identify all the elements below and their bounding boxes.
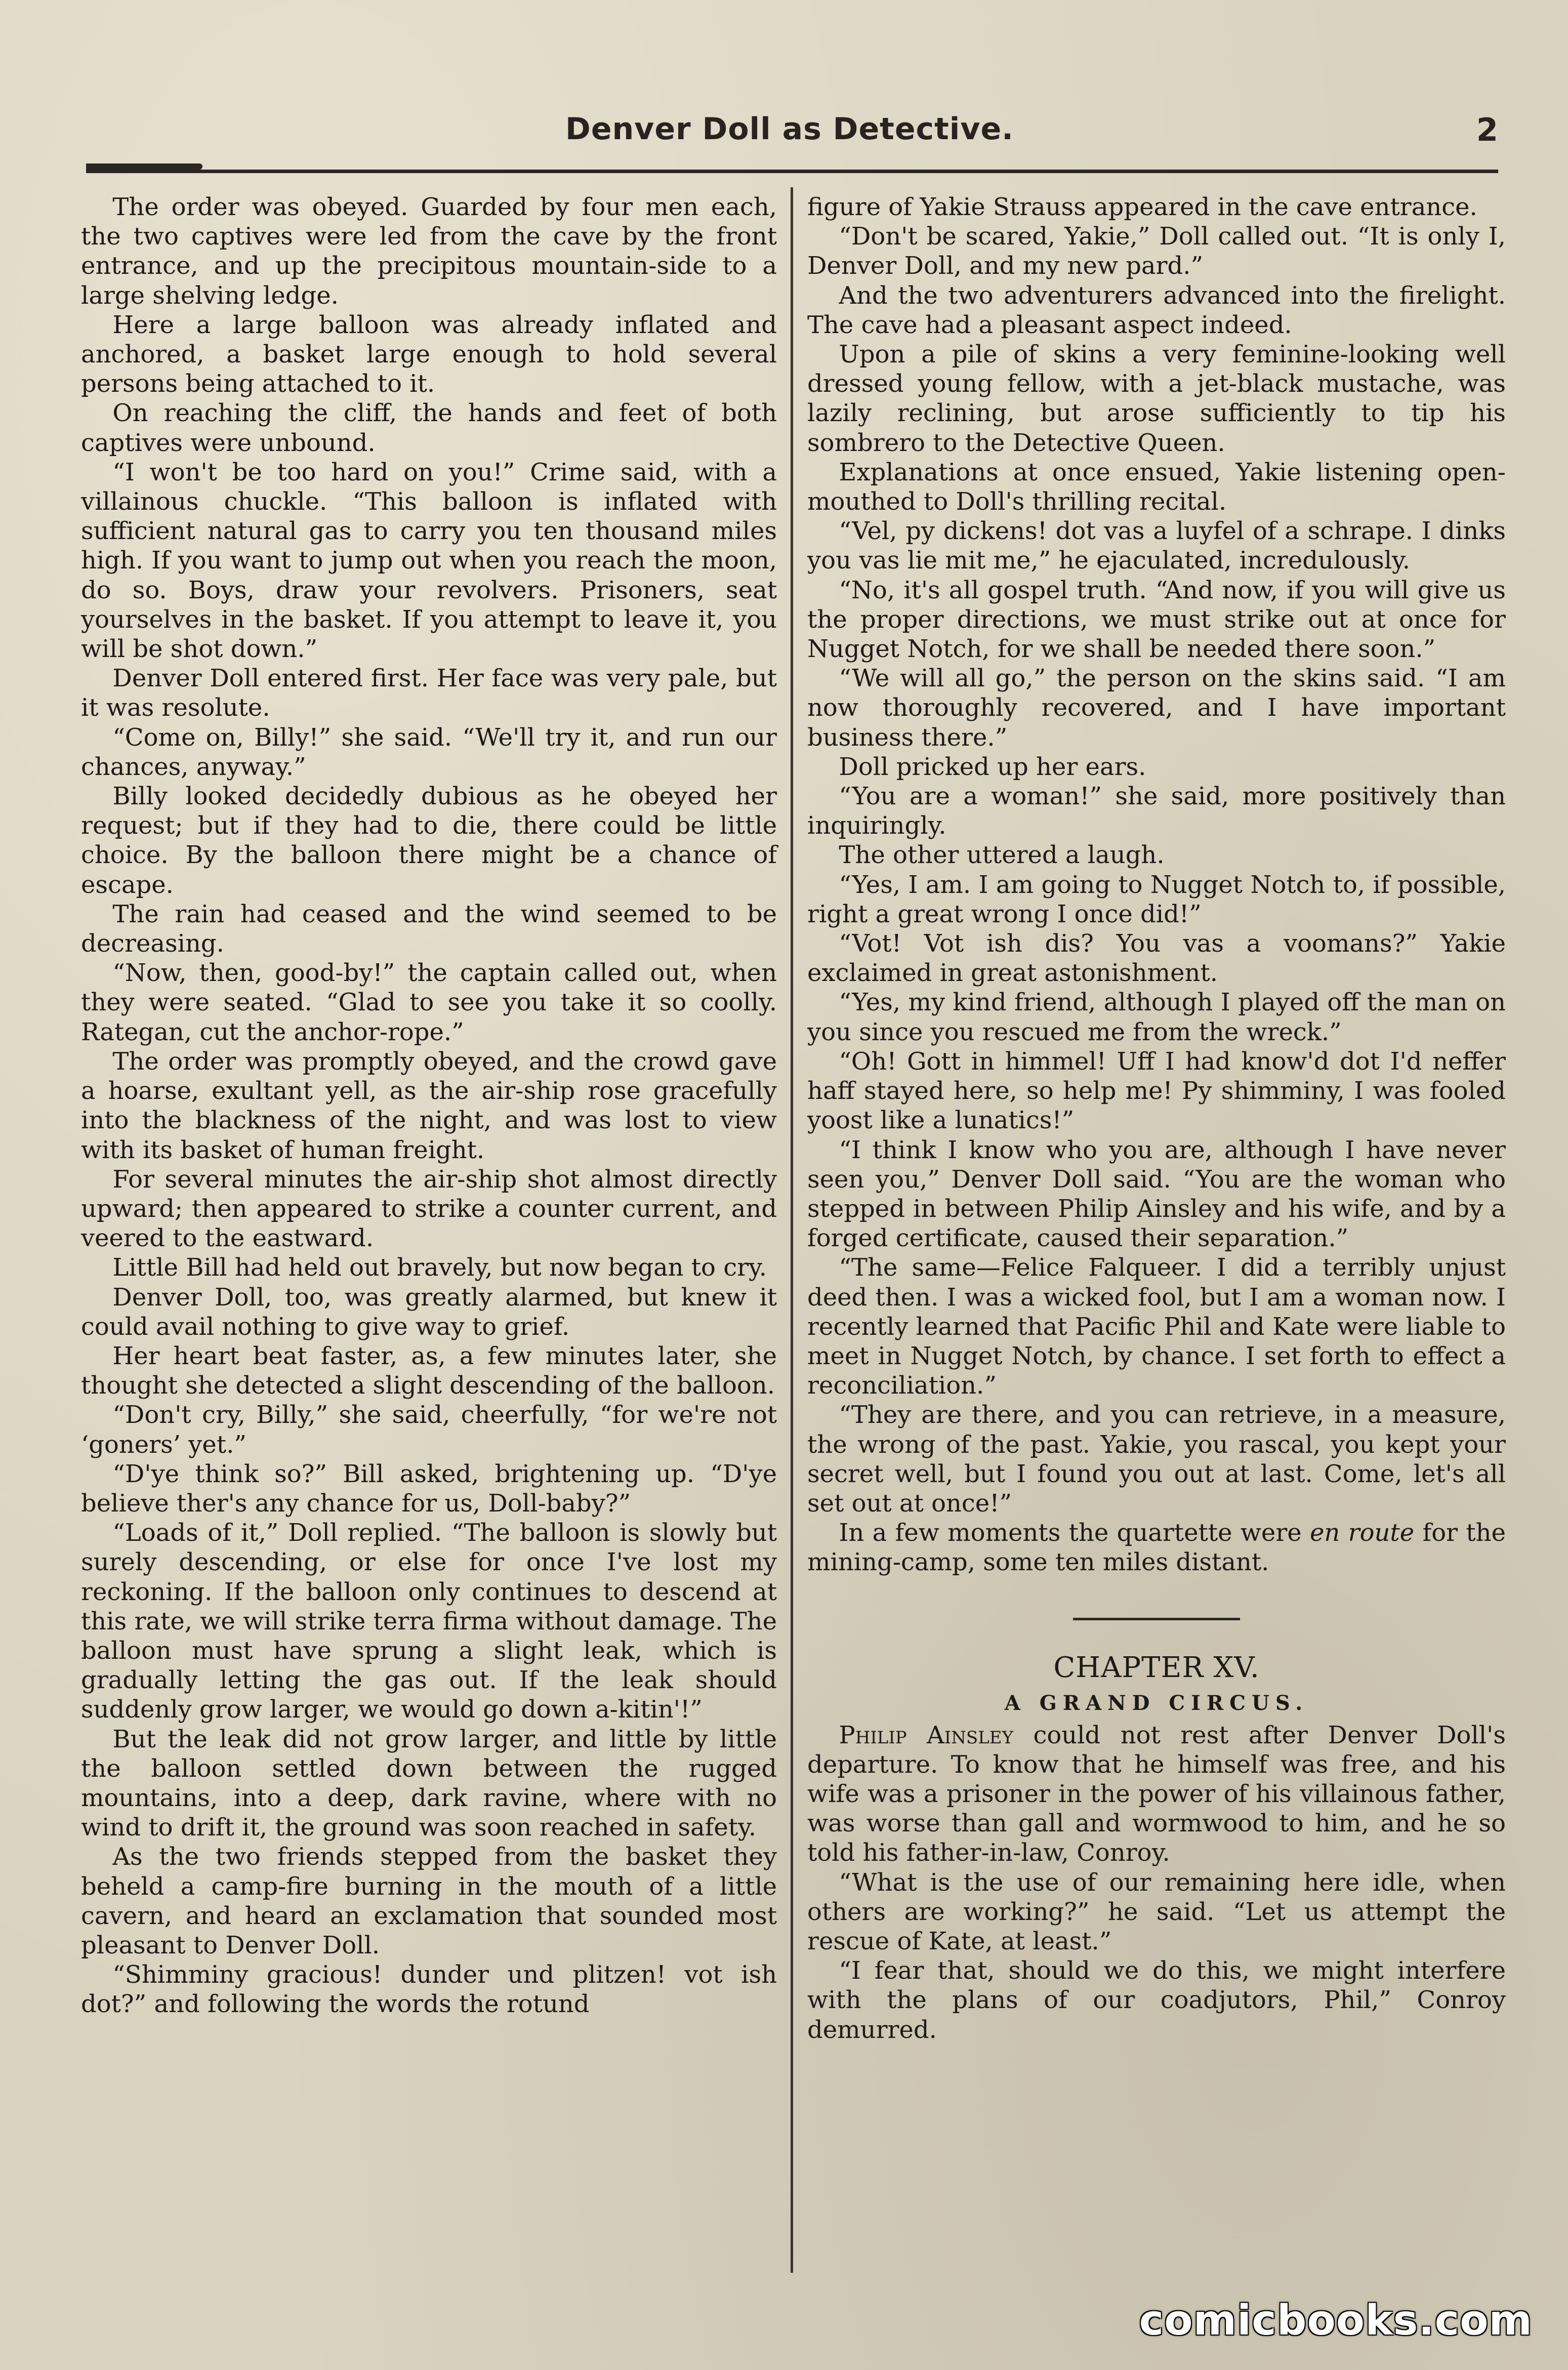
chapter-ornament (1073, 1618, 1240, 1620)
paragraph: Billy looked decidedly dubious as he obeyed her request; but if they had to die, there could be little choice. By the balloon there might be a chance of escape. (81, 782, 777, 899)
paragraph: Her heart beat faster, as, a few minutes later, she thought she detected a slight descending of the balloon. (81, 1341, 777, 1400)
paragraph: The order was promptly obeyed, and the crowd gave a hoarse, exultant yell, as the air-ship rose gracefully into the blackness of the night, and was lost to view with its basket of human freight. (81, 1047, 777, 1164)
right-column-text (807, 192, 1506, 1518)
paragraph: “The same—Felice Falqueer. I did a terribly unjust deed then. I was a wicked fool, but I am a woman now. I recently learned that Pacific Phil and Kate were liable to meet in Nugget Notch, by chance. I set forth to effect a reconciliation.” (807, 1253, 1506, 1400)
right-column (807, 192, 1506, 2045)
paragraph: On reaching the cliff, the hands and feet of both captives were unbound. (81, 399, 777, 457)
paragraph: “D'ye think so?” Bill asked, brightening up. “D'ye believe ther's any chance for us, Doll-baby?” (81, 1459, 777, 1518)
paragraph: “I won't be too hard on you!” Crime said, with a villainous chuckle. “This balloon is inflated with sufficient natural gas to carry you ten thousand miles high. If you want to jump out when you reach the moon, do so. Boys, draw your revolvers. Prisoners, seat yourselves in the basket. If you attempt to leave it, you will be shot down.” (81, 458, 777, 664)
paragraph: Here a large balloon was already inflated and anchored, a basket large enough to hold several persons being attached to it. (81, 310, 777, 398)
paragraph: “I think I know who you are, although I have never seen you,” Denver Doll said. “You are the woman who stepped in between Philip Ainsley and his wife, and by a forged certificate, caused their separation.” (807, 1135, 1506, 1253)
paragraph: Explanations at once ensued, Yakie listening open-mouthed to Doll's thrilling recital. (807, 458, 1506, 516)
paragraph: “Shimminy gracious! dunder und plitzen! vot ish dot?” and following the words the rotund (81, 1960, 777, 2019)
italic-phrase: en route (1310, 1519, 1415, 1547)
paragraph: Denver Doll entered first. Her face was very pale, but it was resolute. (81, 664, 777, 722)
header-rule-accent (86, 164, 202, 170)
paragraph: Upon a pile of skins a very feminine-looking well dressed young fellow, with a jet-black mustache, was lazily reclining, but arose sufficiently to tip his sombrero to the Detective Queen. (807, 340, 1506, 457)
paragraph: “Now, then, good-by!” the captain called out, when they were seated. “Glad to see you take it so coolly. Rategan, cut the anchor-rope.” (81, 959, 777, 1046)
paragraph: “No, it's all gospel truth. “And now, if you will give us the proper directions, we must strike out at once for Nugget Notch, for we shall be needed there soon.” (807, 576, 1506, 664)
paragraph: “Vel, py dickens! dot vas a luyfel of a schrape. I dinks you vas lie mit me,” he ejaculated, incredulously. (807, 517, 1506, 575)
chapter-title: CHAPTER XV. (1053, 1651, 1260, 1684)
header-rule (86, 170, 1498, 173)
paragraph: As the two friends stepped from the basket they beheld a camp-fire burning in the mouth of a little cavern, and heard an exclamation that sounded most pleasant to Denver Doll. (81, 1843, 777, 1959)
paragraph: “They are there, and you can retrieve, in a measure, the wrong of the past. Yakie, you rascal, you kept your secret well, but I found you out at last. Come, let's all set out at once!” (807, 1401, 1506, 1518)
paragraph: But the leak did not grow larger, and little by little the balloon settled down between the rugged mountains, into a deep, dark ravine, where with no wind to drift it, the ground was soon reached in safety. (81, 1725, 777, 1842)
paragraph: The rain had ceased and the wind seemed to be decreasing. (81, 900, 777, 958)
paragraph-text: In a few moments the quartette were (839, 1519, 1310, 1547)
left-column (81, 192, 777, 2019)
paragraph: “What is the use of our remaining here idle, when others are working?” he said. “Let us attempt the rescue of Kate, at least.” (807, 1868, 1506, 1955)
column-divider (791, 187, 793, 2273)
paragraph: “Don't cry, Billy,” she said, cheerfully, “for we're not ‘goners’ yet.” (81, 1401, 777, 1459)
paragraph (807, 1518, 1506, 1577)
paragraph: The other uttered a laugh. (839, 841, 1165, 870)
chapter-first-paragraph (807, 1721, 1506, 1868)
paragraph: “Come on, Billy!” she said. “We'll try it, and run our chances, anyway.” (81, 723, 777, 781)
paragraph: Little Bill had held out bravely, but now began to cry. (112, 1253, 767, 1282)
page-number: 2 (1476, 111, 1498, 148)
paragraph: “Don't be scared, Yakie,” Doll called out. “It is only I, Denver Doll, and my new pard.” (807, 222, 1506, 280)
chapter-subtitle: A GRAND CIRCUS. (1004, 1691, 1309, 1715)
lead-in-smallcaps: Philip Ainsley (839, 1721, 1014, 1749)
paragraph: The order was obeyed. Guarded by four men each, the two captives were led from the cave by the front entrance, and up the precipitous mountain-side to a large shelving ledge. (81, 193, 777, 310)
paragraph: “Yes, my kind friend, although I played off the man on you since you rescued me from the wreck.” (807, 988, 1506, 1046)
paragraph: And the two adventurers advanced into the firelight. The cave had a pleasant aspect indeed. (807, 281, 1506, 339)
paragraph: Denver Doll, too, was greatly alarmed, but knew it could avail nothing to give way to grief. (81, 1283, 777, 1341)
paragraph: “Oh! Gott in himmel! Uff I had know'd dot I'd neffer haff stayed here, so help me! Py shimminy, I was fooled yoost like a lunatics!” (807, 1047, 1506, 1135)
paragraph: “I fear that, should we do this, we might interfere with the plans of our coadjutors, Phil,” Conroy demurred. (807, 1956, 1506, 2044)
paragraph: Doll pricked up her ears. (839, 752, 1146, 781)
running-title: Denver Doll as Detective. (565, 111, 1014, 147)
paragraph: For several minutes the air-ship shot almost directly upward; then appeared to strike a counter current, and veered to the eastward. (81, 1165, 777, 1253)
watermark-logo: comicbooks.com (1139, 2297, 1533, 2345)
paragraph: “Vot! Vot ish dis? You vas a voomans?” Yakie exclaimed in great astonishment. (807, 929, 1506, 988)
paragraph: “You are a woman!” she said, more positively than inquiringly. (807, 782, 1506, 840)
paragraph: figure of Yakie Strauss appeared in the cave entrance. (807, 193, 1477, 221)
paragraph: “We will all go,” the person on the skins said. “I am now thoroughly recovered, and I have important business there.” (807, 664, 1506, 752)
page-header (81, 111, 1498, 157)
paragraph: “Yes, I am. I am going to Nugget Notch to, if possible, right a great wrong I once did!” (807, 870, 1506, 928)
paragraph: “Loads of it,” Doll replied. “The balloon is slowly but surely descending, or else for once I've lost my reckoning. If the balloon only continues to descend at this rate, we will strike terra firma without damage. The balloon must have sprung a slight leak, which is gradually letting the gas out. If the leak should suddenly grow larger, we would go down a-kitin'!” (81, 1519, 777, 1724)
paragraph-text: for the mining-camp, some ten miles distant. (807, 1519, 1506, 1577)
paragraph-text: could not rest after Denver Doll's departure. To know that he himself was free, and his wife was a prisoner in the power of his villainous father, was worse than gall and wormwood to him, and he so told his father-in-law, Conroy. (807, 1721, 1506, 1867)
chapter-text (807, 1868, 1506, 2045)
